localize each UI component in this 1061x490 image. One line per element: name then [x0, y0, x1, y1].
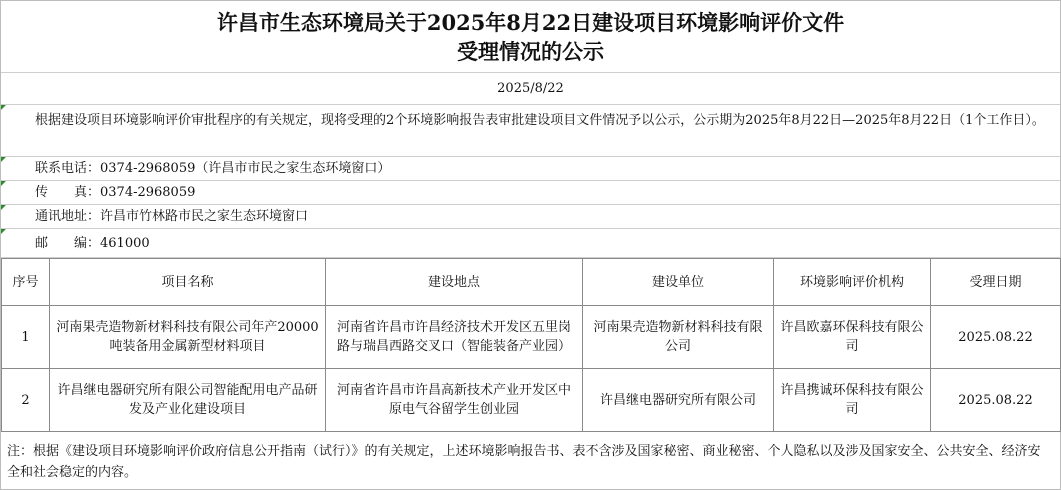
table-header-row [2, 259, 1061, 306]
cell-builder: 河南果壳造物新材料科技有限公司 [583, 306, 774, 369]
contact-fax-row [1, 181, 1060, 205]
contact-postcode: 邮 编：461000 [35, 236, 150, 251]
publish-date: 2025/8/22 [1, 73, 1060, 105]
contact-address: 通讯地址：许昌市竹林路市民之家生态环境窗口 [35, 209, 309, 224]
contact-postcode-row [1, 229, 1060, 258]
cell-accept-date: 2025.08.22 [931, 369, 1061, 432]
page-title [1, 1, 1060, 73]
cell-project-name: 河南果壳造物新材料科技有限公司年产20000吨装备用金属新型材料项目 [50, 306, 326, 369]
header-builder: 建设单位 [583, 259, 774, 306]
cell-location: 河南省许昌市许昌高新技术产业开发区中原电气谷留学生创业园 [326, 369, 583, 432]
project-table [1, 258, 1061, 432]
cell-project-name: 许昌继电器研究所有限公司智能配用电产品研发及产业化建设项目 [50, 369, 326, 432]
contact-phone-row [1, 157, 1060, 181]
header-location: 建设地点 [326, 259, 583, 306]
contact-address-row [1, 205, 1060, 229]
header-accept-date: 受理日期 [931, 259, 1061, 306]
title-line-1: 许昌市生态环境局关于2025年8月22日建设项目环境影响评价文件 [216, 10, 845, 35]
intro-text: 根据建设项目环境影响评价审批程序的有关规定，现将受理的2个环境影响报告表审批建设项目文件情况予以公示，公示期为2025年8月22日—2025年8月22日（1个工作日）。 [35, 113, 1045, 128]
cell-comment-marker [1, 181, 6, 186]
cell-eia-agency: 许昌欧嘉环保科技有限公司 [774, 306, 931, 369]
table-row [2, 369, 1061, 432]
cell-comment-marker [1, 105, 6, 110]
cell-comment-marker [1, 229, 6, 234]
table-row [2, 306, 1061, 369]
cell-comment-marker [1, 205, 6, 210]
header-project-name: 项目名称 [50, 259, 326, 306]
cell-accept-date: 2025.08.22 [931, 306, 1061, 369]
cell-location: 河南省许昌市许昌经济技术开发区五里岗路与瑞昌西路交叉口（智能装备产业园） [326, 306, 583, 369]
footnote: 注：根据《建设项目环境影响评价政府信息公开指南（试行）》的有关规定，上述环境影响报告书、表不含涉及国家秘密、商业秘密、个人隐私以及涉及国家安全、公共安全、经济安全和社会稳定的内容。 [7, 444, 1041, 480]
cell-eia-agency: 许昌携诚环保科技有限公司 [774, 369, 931, 432]
cell-index: 1 [2, 306, 50, 369]
title-line-2: 受理情况的公示 [457, 39, 604, 64]
cell-builder: 许昌继电器研究所有限公司 [583, 369, 774, 432]
cell-comment-marker [1, 157, 6, 162]
contact-phone: 联系电话：0374-2968059（许昌市市民之家生态环境窗口） [35, 161, 391, 176]
cell-index: 2 [2, 369, 50, 432]
header-index: 序号 [2, 259, 50, 306]
intro-paragraph [1, 105, 1060, 157]
contact-fax: 传 真：0374-2968059 [35, 185, 196, 200]
header-eia-agency: 环境影响评价机构 [774, 259, 931, 306]
